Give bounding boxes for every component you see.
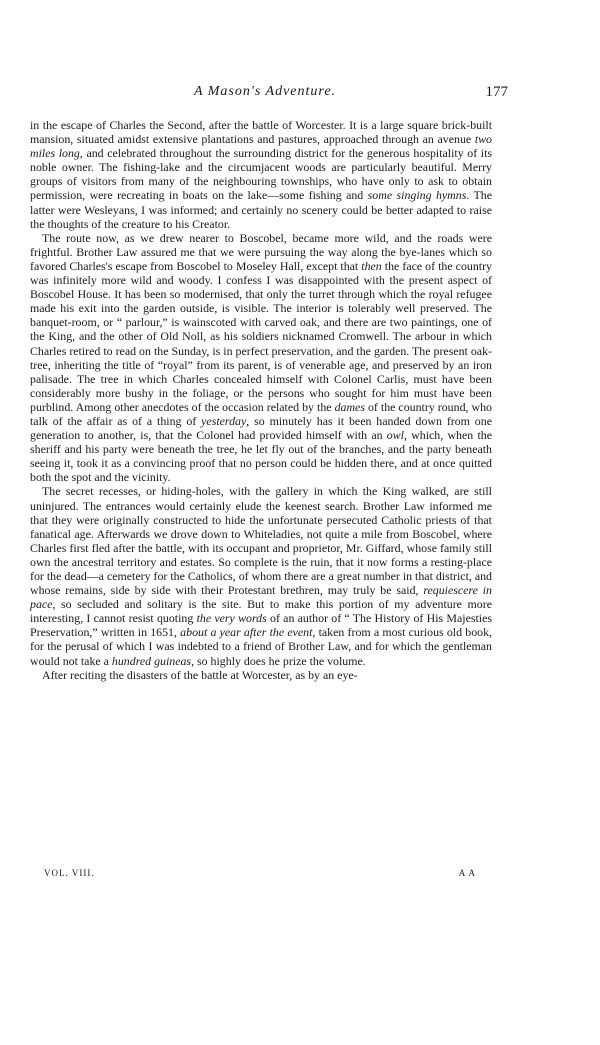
text-run: . The latter were Wesleyans, I was informed; and certainly no scenery could be better adapted to raise the thoughts of the creature to his Creator. xyxy=(30,188,493,231)
paragraph xyxy=(30,231,492,485)
text-run: , and celebrated throughout the surrounding district for the generous hospitality of its noble owner. The fishing-lake and the circumjacent woods are particularly beautiful. Merry groups of visitors from many of the neighbouring townships, who have only to ask to obtain permission, were recreating in boats on the lake—some fishing and xyxy=(30,146,492,203)
italic-run: dames xyxy=(334,399,365,414)
text-run: , so secluded and solitary is the site. But to make this portion of my adventure more interesting, I cannot resist quoting xyxy=(30,597,492,626)
text-run: The route now, as we drew nearer to Boscobel, became more wild, and the roads were frightful. Brother Law assured me that we were pursuing the way along the bye-lanes which so favored Charles's escape from Boscobel to Moseley Hall, except that xyxy=(30,230,492,273)
text-run: the face of the country was infinitely more wild and woody. I confess I was disappointed with the present aspect of Boscobel House. It has been so modernised, that only the turret through which the royal refugee made his exit into the garden outside, is visible. The interior is tolerably well preserved. The banquet-room, or “ parlour,” is wainscoted with carved oak, and there are two paintings, one of the King, and the other of Old Noll, as his soldiers nicknamed Cromwell. The arbour in which Charles retired to read on the Sunday, is in perfect preservation, and the garden. The present oak-tree, inheriting the title of “royal” from its parent, is of venerable age, and preserved by an iron palisade. The tree in which Charles concealed himself with Colonel Carlis, must have been considerably more bushy in the foliage, or the persons who sought for him must have been purblind. Among other anecdotes of the occasion related by the xyxy=(30,258,492,414)
text-run: , so highly does he prize the volume. xyxy=(191,653,366,668)
body-text xyxy=(30,118,492,682)
italic-run: yesterday xyxy=(201,413,247,428)
italic-run: owl xyxy=(386,428,404,443)
running-head xyxy=(30,84,508,104)
text-run: of an author of “ The History of His Majesties Preservation,” written in 1651, xyxy=(30,611,492,640)
paragraph xyxy=(30,668,492,682)
volume-signature: VOL. VIII. xyxy=(44,868,95,878)
signature-mark: A A xyxy=(458,868,476,878)
italic-run: hundred guineas xyxy=(111,653,192,668)
running-title: A Mason's Adventure. xyxy=(193,84,337,99)
text-run: , which, when the sheriff and his party were beneath the tree, he let fly out of the branches, and the party beneath seeing it, took it as a convincing proof that no person could be hidden there, and at once quitted both the spot and the vicinity. xyxy=(30,428,492,485)
text-run: The secret recesses, or hiding-holes, with the gallery in which the King walked, are still uninjured. The entrances would certainly elude the keenest search. Brother Law informed me that they were originally constructed to hide the unfortunate persecuted Catholic priests of that fanatical age. Afterwards we drove down to Whiteladies, not quite a mile from Boscobel, where Charles first fled after the battle, with its occupant and proprietor, Mr. Giffard, whose family still own the ancestral territory and estates. So complete is the ruin, that it now forms a resting-place for the dead—a cemetery for the Catholics, of whom there are a great number in that district, and whose remains, side by side with their Protestant brethren, may truly be said, xyxy=(30,484,492,598)
text-run: After reciting the disasters of the battle at Worcester, as by an eye- xyxy=(42,667,358,682)
italic-run: requiescere in pace xyxy=(30,583,492,612)
text-run: in the escape of Charles the Second, after the battle of Worcester. It is a large square brick-built mansion, situated amidst extensive plantations and pastures, approached through an avenue xyxy=(30,118,492,147)
italic-run: some singing hymns xyxy=(367,188,467,203)
text-run: , so minutely has it been handed down from one generation to another, is, that the Colonel had provided himself with an xyxy=(30,413,492,443)
italic-run: about a year after the event xyxy=(180,625,313,640)
paragraph xyxy=(30,484,492,667)
page-number: 177 xyxy=(485,84,508,100)
italic-run: the very words xyxy=(196,611,267,626)
italic-run: two miles long xyxy=(30,132,492,161)
page-footer xyxy=(44,868,476,882)
italic-run: then xyxy=(361,258,382,273)
text-run: of the country round, who talk of the affair as of a thing of xyxy=(30,399,492,428)
text-run: , taken from a most curious old book, for the perusal of which I was indebted to a friend of Brother Law, and for which the gentleman would not take a xyxy=(30,625,492,668)
paragraph xyxy=(30,118,492,231)
